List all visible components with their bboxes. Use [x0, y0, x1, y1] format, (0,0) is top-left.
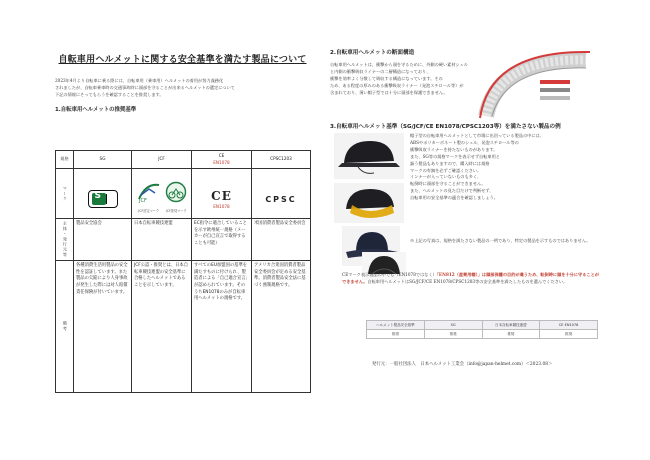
s3-line: 帽子型の自転車用ヘルメットとして市場に出回っている製品の中には、: [410, 133, 544, 138]
table-row: [367, 330, 598, 339]
notes-label: 備考: [56, 261, 74, 393]
sg-mark-icon: [88, 190, 118, 208]
col-ce-label: CE: [218, 153, 225, 158]
head-label: 規格: [56, 151, 74, 169]
owner-cell: 米国消費者製品安全委員会: [252, 219, 311, 261]
jcf-caption: JCF認定マーク: [138, 208, 160, 213]
col-ce: [192, 151, 252, 169]
jcf-caption: JCF推奨マーク: [165, 208, 187, 213]
rec-cell: 推奨: [482, 330, 540, 339]
owner-cell: 日本自転車競技連盟: [132, 219, 192, 261]
intro-line: されましたが、自転車乗車時の交通事故時に頭部を守ることが出来るヘルメットの選定について: [55, 85, 235, 91]
mark-label: マーク: [56, 169, 74, 219]
s3-line: 自転車用の安全基準の適合を確認しましょう。: [410, 195, 498, 201]
owner-label: 主体・発行元等: [56, 219, 74, 261]
s3-line: また、SG等の規格マークを表示せず自転車用と: [410, 153, 500, 159]
s3-line: マークの有無を必ずご確認ください。: [410, 167, 482, 173]
table-row: [367, 321, 598, 330]
cpsc-mark-cell: [252, 169, 311, 219]
notes-cell: 各種消費生活用製品の安全性を認証しています。また製品の欠陥により人身事故が発生した際には対人賠償責任保険が付いています。: [74, 261, 132, 393]
section3-note: ※上記の写真は、規格を満たさない製品の一例であり、特定の製品を示すものではありません。: [410, 238, 591, 243]
table-row: [56, 219, 311, 261]
notes-cell: すべてのEU加盟国の基準を満たすものに付けられ、製造者による「自己適合宣言」が認められています。そのうちEN1078のみが自転車用ヘルメットの規格です。: [192, 261, 252, 393]
section3-paragraph: [410, 133, 600, 202]
cpsc-mark-icon: CPSC: [265, 195, 297, 205]
notes-cell: JCF公認・推奨とは、日本自転車競技連盟の安全基準に合格したヘルメットであることを示しています。: [132, 261, 192, 393]
ce-notice: [342, 272, 600, 286]
svg-text:JCF: JCF: [138, 198, 147, 204]
left-column: [55, 52, 310, 113]
s3-line: また、ヘルメットの見た目だけで判断せず、: [410, 188, 494, 194]
section2-heading: 2.自転車用ヘルメットの断面構造: [330, 50, 415, 56]
s3-line: 衝撃吸収ライナーを持たないものがあります。: [410, 146, 498, 152]
rec-head: ヘルメット製品安全基準: [367, 321, 425, 330]
table-header-row: [56, 151, 311, 169]
jcf-recommended-mark-icon: [165, 181, 187, 203]
ce-mark-icon: CE: [211, 189, 232, 204]
rec-head: SG: [424, 321, 482, 330]
col-cpsc: CPSC1203: [252, 151, 311, 169]
notes-cell: アメリカ合衆国消費者製品安全委員会が定める安全基準。消費者製品安全法に基づく強制規格です。: [252, 261, 311, 393]
jcf-certified-mark-icon: [136, 181, 162, 203]
rec-head: 日本自転車競技連盟: [482, 321, 540, 330]
notice-warning: 「EN812（産業用帽）」は頭部保護の目的が違うため、転倒時に頭を十分に守ることができません。: [342, 272, 599, 284]
helmet-cross-section-icon: [478, 50, 598, 122]
jcf-mark-cell: [132, 169, 192, 219]
s2-line: 自転車用ヘルメットは、衝撃から頭を守るために、外側の硬い素材シェルと内側の衝撃吸収ライナーの二層構造になっており、: [330, 62, 468, 74]
s2-line: ため、ある程度の厚みのある衝撃吸収ライナー（発泡スチロール等）が: [330, 82, 464, 88]
s2-line: 含まれており、薄い帽子型では十分に頭部を保護できません。: [330, 89, 448, 95]
table-row: [56, 169, 311, 219]
visor-helmet-photo-icon: [334, 183, 404, 223]
col-sg: SG: [74, 151, 132, 169]
section2-paragraph: [330, 62, 470, 97]
rec-head: CE EN1078: [540, 321, 598, 330]
intro-paragraph: [55, 77, 310, 99]
cap-helmet-photo-icon: [334, 133, 404, 179]
s3-line: 謳う製品もありますので、購入時には規格: [410, 160, 490, 166]
owner-cell: 製品安全協会: [74, 219, 132, 261]
document-title: 自転車用ヘルメットに関する安全基準を満たす製品について: [58, 55, 307, 65]
s3-line: 転倒時に頭部を守ることができません。: [410, 181, 486, 187]
notice-prefix: CEマーク表示製品の中でも（EN1078ではなく）: [342, 272, 437, 277]
footer-publisher: 発行元：一般社団法人 日本ヘルメット工業会（info@japan-helmet.com）＜2023.08＞: [372, 362, 553, 367]
section3-heading: 3.自転車用ヘルメット基準（SG/JCF/CE EN1078/CPSC1203等）を満たさない製品の例: [330, 124, 561, 130]
intro-line: 下記の情報にそってもらうを確認することを推奨します。: [55, 92, 164, 98]
section1-heading: 1.自転車用ヘルメットの推奨基準: [55, 106, 137, 113]
sg-mark-glyph: S: [94, 190, 101, 201]
sg-mark-cell: [74, 169, 132, 219]
col-jcf: JCF: [132, 151, 192, 169]
recommendation-table: [366, 320, 598, 339]
ce-mark-cell: [192, 169, 252, 219]
s3-line: インナーが入っていないものも多く、: [410, 174, 482, 180]
s3-line: ABSやポリカーボネート製のシェル、発泡スチロール等の: [410, 139, 519, 145]
rec-cell: 推奨: [424, 330, 482, 339]
intro-line: 2023年4月より自転車に乗る際には、自転車用（乗車用）ヘルメットの着用が努力義務化: [55, 78, 224, 83]
notice-suffix: 自転車用ヘルメットはSG/JCF/CE EN1078/CPSC1203等の安全基準を満たしたものを選んでください。: [367, 278, 568, 284]
standards-table: [55, 150, 311, 393]
owner-cell: EC指令に適合していることを示す欧州統一規格（メーカーが自己宣言で取得することも可能）: [192, 219, 252, 261]
s2-line: 衝撃を効率よく分散して吸収する構造になっています。その: [330, 75, 443, 81]
table-row: [56, 261, 311, 393]
ce-standard-label: EN1078: [213, 159, 230, 165]
rec-cell: 推奨: [540, 330, 598, 339]
ce-mark-standard: EN1078: [213, 203, 230, 209]
rec-cell: 推奨: [367, 330, 425, 339]
